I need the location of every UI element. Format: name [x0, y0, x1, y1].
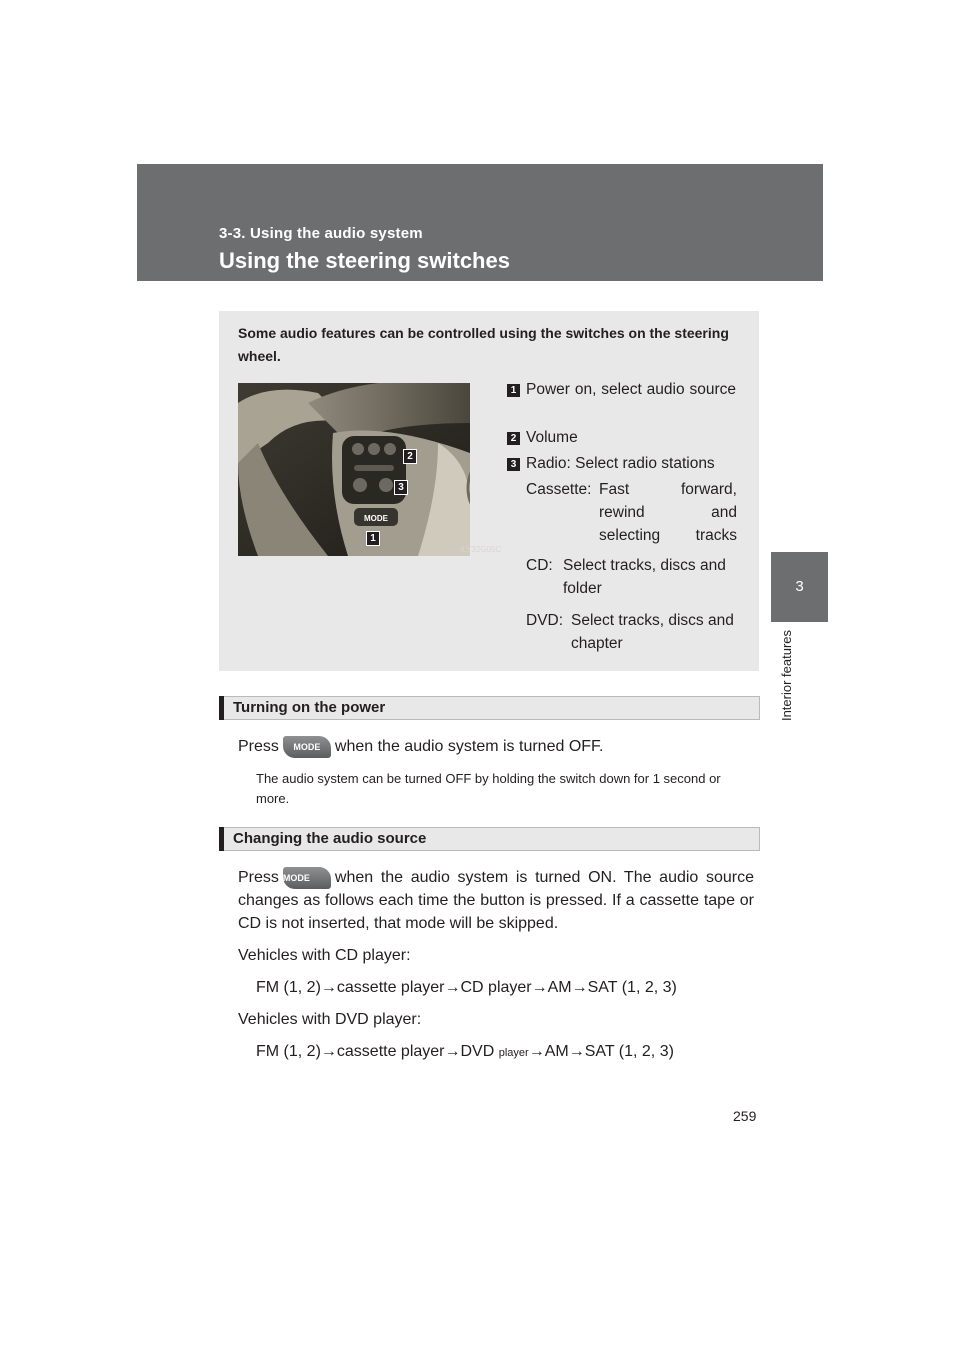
- cd-player-label: Vehicles with CD player:: [238, 947, 411, 964]
- dvd-player-sequence: FM (1, 2)→cassette player→DVD player→AM→SAT (1, 2, 3): [256, 1043, 674, 1060]
- turning-off-note: The audio system can be turned OFF by holding the switch down for 1 second or more.: [256, 771, 721, 806]
- steering-wheel-illustration: [238, 383, 470, 556]
- image-code: ILY32G05C: [460, 545, 502, 554]
- legend-2-text: Volume: [526, 429, 578, 446]
- legend-3-dvd-label: DVD:: [526, 612, 564, 629]
- changing-source-paragraph: Press MODE when the audio system is turned ON. The audio source changes as follows each time the button is pressed. If a cassette tape or CD is not inserted, that mode will be skipped.: [238, 866, 754, 935]
- steering-wheel-photo: [238, 383, 470, 556]
- heading-accent: [219, 827, 224, 851]
- legend-3-badge: 3: [507, 458, 520, 471]
- legend-1-line: Power on, select audio source: [526, 381, 736, 398]
- dvd-player-label: Vehicles with DVD player:: [238, 1011, 422, 1028]
- callout-2-badge: 2: [403, 449, 417, 464]
- section-label: 3-3. Using the audio system: [219, 225, 423, 242]
- cd-player-sequence: FM (1, 2)→cassette player→CD player→AM→SAT (1, 2, 3): [256, 979, 677, 996]
- legend-3-text: Radio: Select radio stations: [526, 455, 715, 472]
- legend-1-text: [526, 378, 736, 401]
- turning-on-instruction: Press MODE when the audio system is turned OFF.: [238, 735, 603, 758]
- legend-3-cd-label: CD:: [526, 557, 553, 574]
- legend-3-cassette-label: Cassette:: [526, 481, 592, 498]
- svg-text:MODE: MODE: [364, 514, 388, 523]
- turning-on-heading: Turning on the power: [233, 699, 386, 716]
- chapter-number: 3: [795, 578, 804, 595]
- legend-1-badge: 1: [507, 384, 520, 397]
- legend-3-dvd-text: Select tracks, discs and chapter: [571, 612, 734, 652]
- legend-3-cd-text: Select tracks, discs and folder: [563, 557, 726, 597]
- page-title: Using the steering switches: [219, 248, 510, 273]
- chapter-title: Interior features: [779, 630, 794, 722]
- callout-3-badge: 3: [394, 480, 408, 495]
- changing-source-heading: Changing the audio source: [233, 830, 427, 847]
- callout-1-badge: 1: [366, 531, 380, 546]
- legend-2-badge: 2: [507, 432, 520, 445]
- heading-accent: [219, 696, 224, 720]
- page-number: 259: [733, 1108, 757, 1124]
- intro-text: Some audio features can be controlled using the switches on the steering wheel.: [238, 325, 729, 364]
- mode-button-icon: MODE: [283, 867, 331, 889]
- mode-button-icon: MODE: [283, 736, 331, 758]
- legend-3-cassette-text: Fast forward, rewind and selecting tracks: [599, 481, 737, 544]
